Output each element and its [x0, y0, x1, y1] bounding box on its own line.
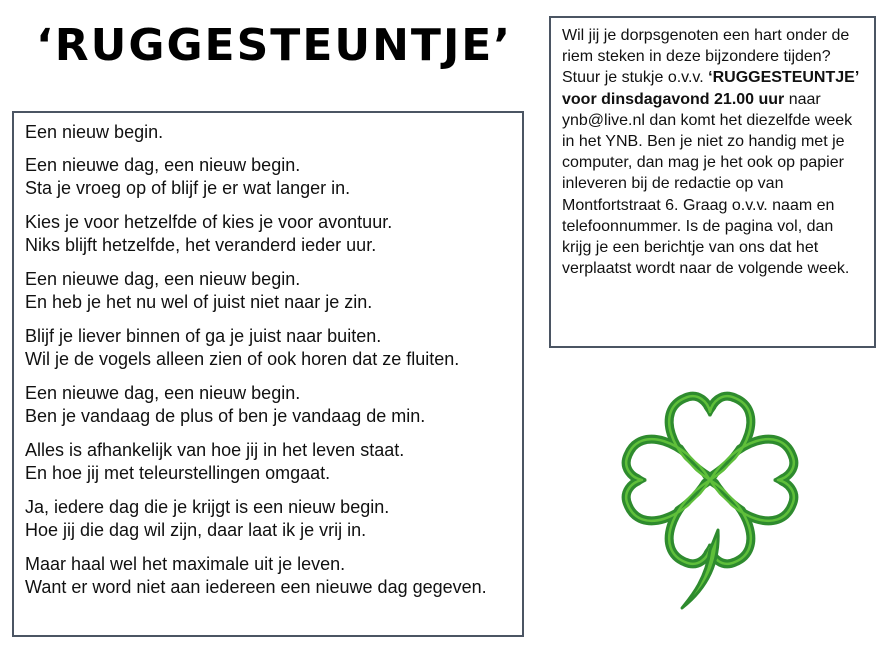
stanza — [25, 496, 511, 542]
stanza — [25, 439, 511, 485]
poem-line: Ja, iedere dag die je krijgt is een nieuw begin. — [25, 497, 390, 517]
stanza — [25, 325, 511, 371]
poem-line: Hoe jij die dag wil zijn, daar laat ik je vrij in. — [25, 520, 367, 540]
page-title: ‘RUGGESTEUNTJE’ — [36, 20, 513, 71]
four-leaf-clover-icon — [610, 380, 810, 615]
poem-line: Een nieuwe dag, een nieuw begin. — [25, 269, 301, 289]
stanza — [25, 382, 511, 428]
poem-box — [12, 111, 524, 637]
info-text-continued: naar ynb@live.nl dan komt het diezelfde week in het YNB. Ben je niet zo handig met je computer, dan mag je het ook op papier inleveren bij de redactie op van Montfortstraat 6. Graag o.v.v. naam en telefoonnummer. Is de pagina vol, dan krijg je een berichtje van ons dat het verplaatst wordt naar de volgende week. — [562, 90, 853, 278]
poem-line: Niks blijft hetzelfde, het veranderd ieder uur. — [25, 235, 377, 255]
poem-line: En heb je het nu wel of juist niet naar je zin. — [25, 292, 373, 312]
poem-line: Blijf je liever binnen of ga je juist naar buiten. — [25, 326, 382, 346]
stanza — [25, 553, 511, 599]
info-deadline: ‘RUGGESTEUNTJE’ voor dinsdagavond 21.00 uur — [562, 69, 859, 108]
poem-line: Alles is afhankelijk van hoe jij in het leven staat. — [25, 440, 405, 460]
poem-line: Wil je de vogels alleen zien of ook horen dat ze fluiten. — [25, 349, 460, 369]
poem-line: Een nieuwe dag, een nieuw begin. — [25, 155, 301, 175]
stanza — [25, 268, 511, 314]
poem-line: Want er word niet aan iedereen een nieuwe dag gegeven. — [25, 577, 487, 597]
info-text: Wil jij je dorpsgenoten een hart onder de riem steken in deze bijzondere tijden? Stuur je stukje o.v.v. — [562, 27, 850, 87]
poem-line: En hoe jij met teleurstellingen omgaat. — [25, 463, 331, 483]
poem-line: Maar haal wel het maximale uit je leven. — [25, 554, 346, 574]
stanza — [25, 154, 511, 200]
poem-line: Een nieuw begin. — [25, 122, 164, 142]
poem-line: Een nieuwe dag, een nieuw begin. — [25, 383, 301, 403]
poem-line: Kies je voor hetzelfde of kies je voor avontuur. — [25, 212, 393, 232]
poem-line: Ben je vandaag de plus of ben je vandaag de min. — [25, 406, 426, 426]
poem-line: Sta je vroeg op of blijf je er wat langer in. — [25, 178, 351, 198]
info-box — [549, 16, 876, 348]
stanza — [25, 211, 511, 257]
stanza — [25, 121, 511, 144]
